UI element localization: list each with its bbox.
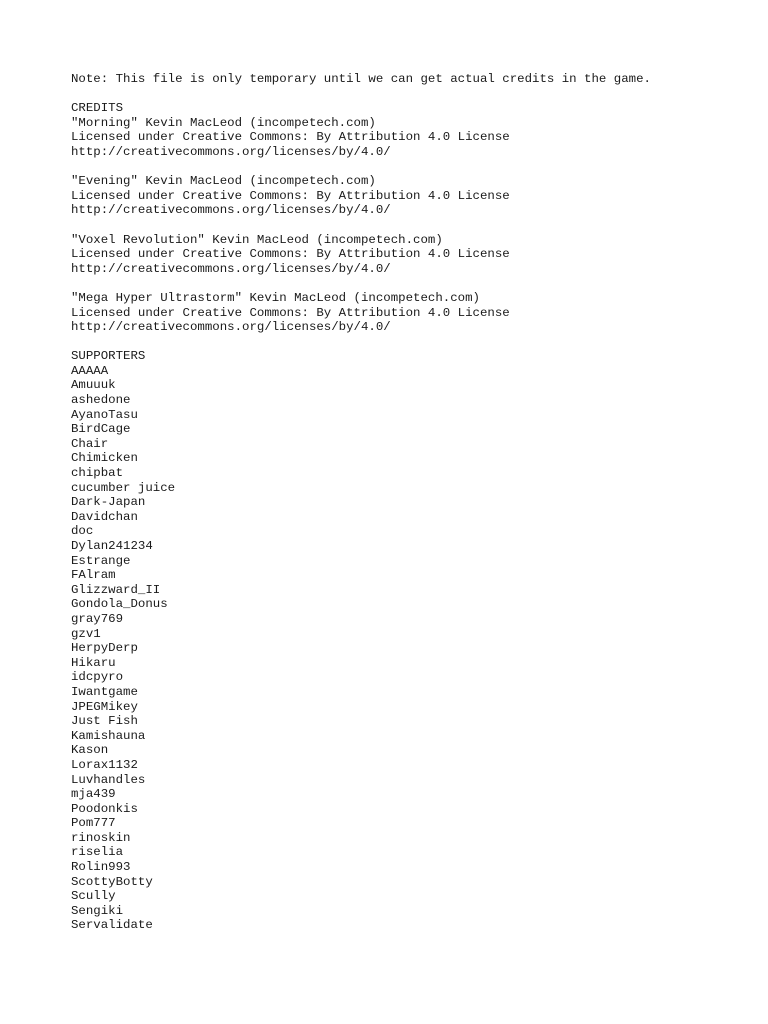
supporter-name: mja439 bbox=[71, 787, 116, 802]
credit-title-line: "Evening" Kevin MacLeod (incompetech.com) bbox=[71, 174, 376, 189]
supporter-name: AAAAA bbox=[71, 363, 109, 378]
supporter-name: chipbat bbox=[71, 466, 124, 481]
supporter-name: Davidchan bbox=[71, 509, 138, 524]
supporter-name: cucumber juice bbox=[71, 480, 176, 495]
supporter-name: gray769 bbox=[71, 611, 124, 626]
supporter-name: riselia bbox=[71, 845, 124, 860]
supporter-name: rinoskin bbox=[71, 830, 131, 845]
credit-entry bbox=[71, 291, 751, 349]
temporary-note: Note: This file is only temporary until we can get actual credits in the game. bbox=[71, 72, 651, 86]
credit-title-line: "Morning" Kevin MacLeod (incompetech.com) bbox=[71, 115, 376, 130]
supporter-name: Pom777 bbox=[71, 816, 116, 831]
credit-license-line: Licensed under Creative Commons: By Attribution 4.0 License bbox=[71, 247, 510, 262]
supporter-name: Lorax1132 bbox=[71, 757, 138, 772]
credit-license-line: Licensed under Creative Commons: By Attribution 4.0 License bbox=[71, 188, 510, 203]
supporter-name: JPEGMikey bbox=[71, 699, 138, 714]
supporters-heading: SUPPORTERS bbox=[71, 349, 146, 364]
credit-entry bbox=[71, 233, 751, 291]
supporter-name: Rolin993 bbox=[71, 860, 131, 875]
supporter-name: Estrange bbox=[71, 553, 131, 568]
supporter-name: Servalidate bbox=[71, 918, 153, 933]
supporter-name: Kason bbox=[71, 743, 109, 758]
supporter-name: Chimicken bbox=[71, 451, 138, 466]
credit-entry bbox=[71, 116, 751, 174]
supporter-name: HerpyDerp bbox=[71, 641, 138, 656]
spacer bbox=[71, 335, 751, 350]
supporter-name: AyanoTasu bbox=[71, 407, 138, 422]
credit-license-url: http://creativecommons.org/licenses/by/4.0/ bbox=[71, 203, 391, 218]
supporter-name: Dylan241234 bbox=[71, 539, 153, 553]
credit-license-url: http://creativecommons.org/licenses/by/4.0/ bbox=[71, 320, 391, 335]
supporter-name: Just Fish bbox=[71, 714, 138, 729]
credit-title-line: "Mega Hyper Ultrastorm" Kevin MacLeod (incompetech.com) bbox=[71, 290, 480, 305]
supporter-name: Chair bbox=[71, 436, 109, 451]
spacer bbox=[71, 87, 751, 102]
supporter-name: ScottyBotty bbox=[71, 874, 153, 889]
credits-heading: CREDITS bbox=[71, 101, 124, 116]
supporter-name: doc bbox=[71, 524, 94, 539]
supporter-name: Luvhandles bbox=[71, 772, 146, 787]
supporter-name: gzv1 bbox=[71, 626, 101, 641]
spacer bbox=[71, 160, 751, 175]
supporter-name: Sengiki bbox=[71, 903, 124, 918]
supporter-name: Iwantgame bbox=[71, 684, 138, 699]
supporter-name: Poodonkis bbox=[71, 801, 138, 816]
credit-entries bbox=[71, 116, 751, 350]
credit-title-line: "Voxel Revolution" Kevin MacLeod (incompetech.com) bbox=[71, 232, 443, 247]
supporter-name: idcpyro bbox=[71, 670, 124, 685]
supporter-name: Scully bbox=[71, 889, 116, 904]
spacer bbox=[71, 218, 751, 233]
supporter-list bbox=[71, 364, 751, 933]
supporter-name: FAlram bbox=[71, 568, 116, 583]
supporter-name: Amuuuk bbox=[71, 378, 116, 393]
credit-license-line: Licensed under Creative Commons: By Attribution 4.0 License bbox=[71, 130, 510, 145]
credit-license-url: http://creativecommons.org/licenses/by/4.0/ bbox=[71, 144, 391, 159]
credit-license-line: Licensed under Creative Commons: By Attribution 4.0 License bbox=[71, 305, 510, 320]
credit-entry bbox=[71, 174, 751, 232]
spacer bbox=[71, 276, 751, 291]
supporter-name: Gondola_Donus bbox=[71, 597, 168, 612]
supporter-name: Glizzward_II bbox=[71, 582, 161, 597]
credits-document bbox=[71, 72, 751, 933]
supporter-name: BirdCage bbox=[71, 422, 131, 437]
supporter-name: ashedone bbox=[71, 393, 131, 408]
supporter-name: Kamishauna bbox=[71, 728, 146, 743]
supporter-name: Dark-Japan bbox=[71, 495, 146, 510]
credit-license-url: http://creativecommons.org/licenses/by/4.0/ bbox=[71, 261, 391, 276]
supporter-name: Hikaru bbox=[71, 655, 116, 670]
